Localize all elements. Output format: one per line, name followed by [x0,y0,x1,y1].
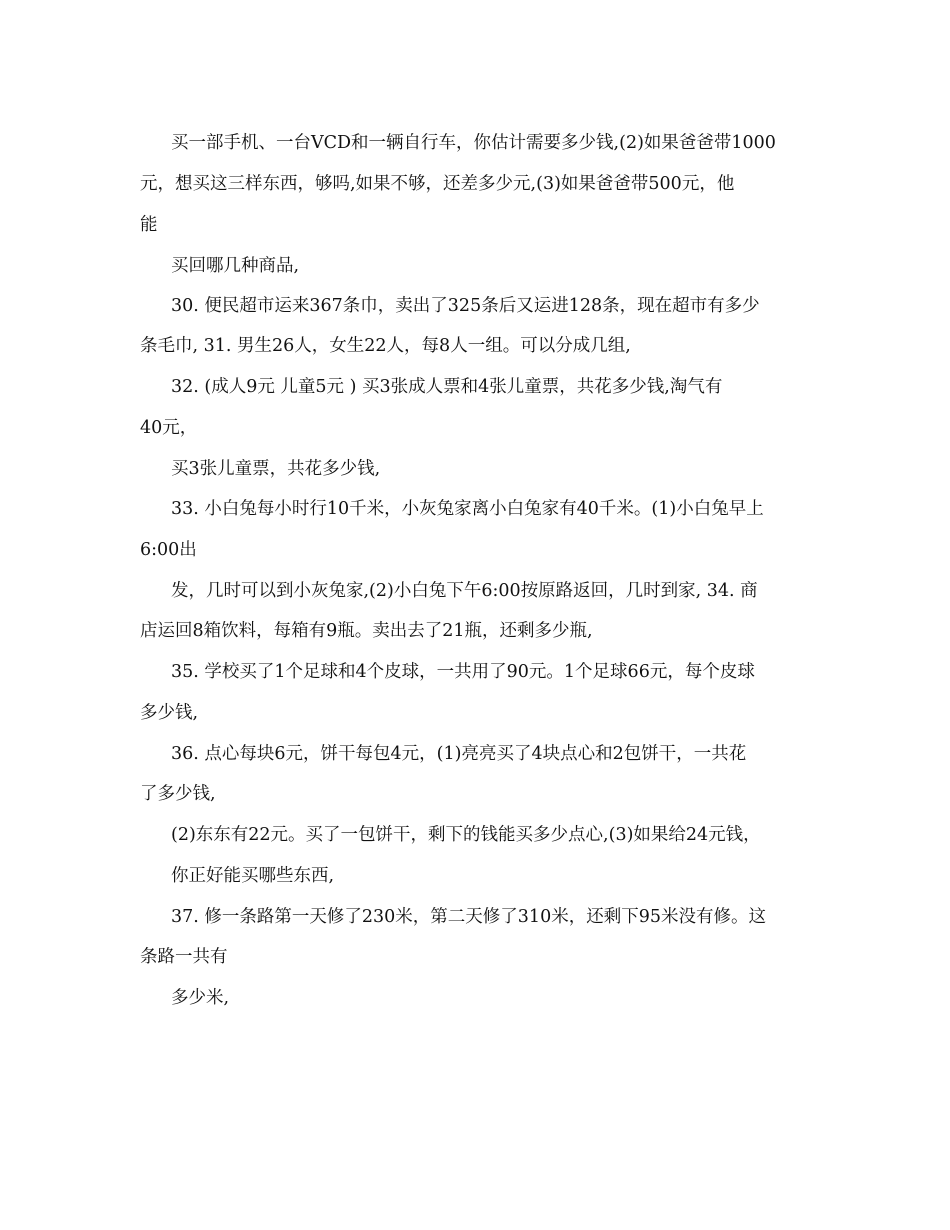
text-line: 买3张儿童票，共花多少钱, [171,459,381,479]
text-line: 33. 小白兔每小时行10千米，小灰兔家离小白兔家有40千米。(1)小白兔早上 [171,499,764,519]
text-line: 元，想买这三样东西，够吗,如果不够，还差多少元,(3)如果爸爸带500元，他 [140,174,735,194]
text-line: 6:00出 [140,540,197,560]
text-line: 能 [140,215,158,235]
text-line: 30. 便民超市运来367条巾，卖出了325条后又运进128条，现在超市有多少 [171,296,760,316]
text-line: 你正好能买哪些东西, [171,866,335,886]
text-line: 了多少钱, [140,784,216,804]
text-line: 条毛巾, 31. 男生26人，女生22人，每8人一组。可以分成几组, [140,336,631,356]
text-line: 发，几时可以到小灰兔家,(2)小白兔下午6:00按原路返回，几时到家, 34. 商 [171,581,758,601]
text-line: 买回哪几种商品, [171,256,300,276]
text-line: 买一部手机、一台VCD和一辆自行车，你估计需要多少钱,(2)如果爸爸带1000 [171,133,776,153]
text-line: 多少米, [171,988,230,1008]
text-line: 35. 学校买了1个足球和4个皮球，一共用了90元。1个足球66元，每个皮球 [171,662,755,682]
text-line: 条路一共有 [140,947,228,967]
text-line: 多少钱, [140,703,199,723]
text-line: 40元， [140,418,198,438]
text-line: 店运回8箱饮料，每箱有9瓶。卖出去了21瓶，还剩多少瓶, [140,621,593,641]
text-line: 36. 点心每块6元，饼干每包4元，(1)亮亮买了4块点心和2包饼干，一共花 [171,744,747,764]
text-line: 32. (成人9元 儿童5元 ) 买3张成人票和4张儿童票，共花多少钱,淘气有 [171,377,723,397]
text-line: (2)东东有22元。买了一包饼干，剩下的钱能买多少点心,(3)如果给24元钱， [171,825,761,845]
text-line: 37. 修一条路第一天修了230米，第二天修了310米，还剩下95米没有修。这 [171,907,766,927]
